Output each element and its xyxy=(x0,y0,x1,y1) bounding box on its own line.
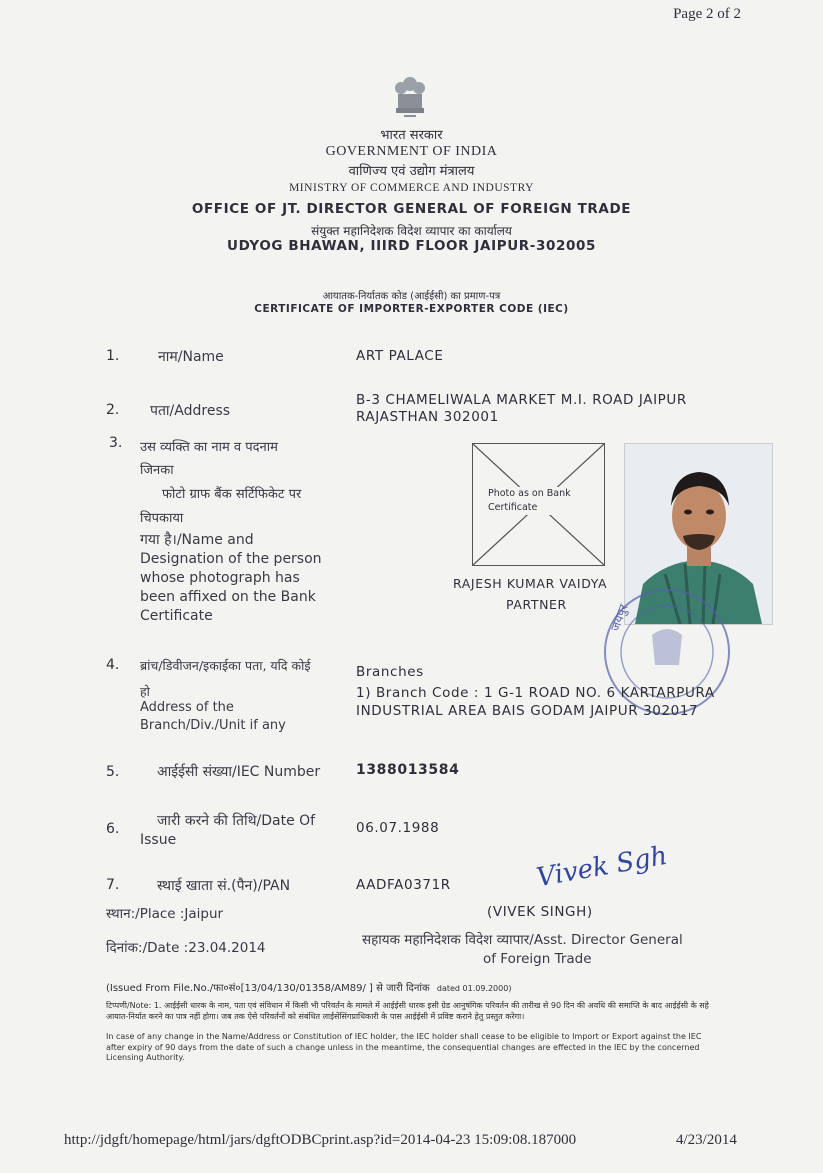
row-4-label-line2: हो xyxy=(140,684,150,699)
issued-date: dated 01.09.2000) xyxy=(436,984,512,993)
date-of-issue-value: 06.07.1988 xyxy=(356,820,440,836)
row-2-value-line1: B-3 CHAMELIWALA MARKET M.I. ROAD JAIPUR xyxy=(356,392,687,408)
ministry-english: MINISTRY OF COMMERCE AND INDUSTRY xyxy=(289,182,534,194)
signature: Vivek Sgh xyxy=(534,840,670,894)
row-6-label-line1: जारी करने की तिथि/Date Of xyxy=(157,813,316,829)
row-7-label: स्थाई खाता सं.(पैन)/PAN xyxy=(157,878,291,894)
office-address: UDYOG BHAWAN, IIIRD FLOOR JAIPUR-302005 xyxy=(227,238,596,254)
row-3-label-line3: फोटो ग्राफ बैंक सर्टिफिकेट पर xyxy=(162,487,302,502)
date: दिनांक:/Date :23.04.2014 xyxy=(106,940,266,956)
pan-value: AADFA0371R xyxy=(356,877,451,893)
note-hindi: टिप्पणी/Note: 1. आईईसी धारक के नाम, पता एवं संविधान में किसी भी परिवर्तन के मामले में आईईसी धारक इसी ग्रेड आनुषंगिक परिवर्तन की तारीख से 90 दिन की अवधि की समाप्ति के बाद आईईसी के सहे आयात-निर्यात करने का पात्र नहीं होगा। जब तक ऐसे परिवर्तनों को संबंधित लाईसेंसिंगप्राधिकारी के पास आईईसी में प्रविष्ट कराने हेतु प्रस्तुत करेगा। xyxy=(106,1001,709,1021)
certificate-title-hindi: आयातक-निर्यातक कोड (आईईसी) का प्रमाण-पत्र xyxy=(322,291,501,302)
stamp-text: जयपुर xyxy=(607,602,631,634)
row-4-value-line1: Branches xyxy=(356,664,424,680)
signatory-designation-line1: सहायक महानिदेशक विदेश व्यापार/Asst. Director General xyxy=(362,932,683,948)
row-3-label-line6: Designation of the person xyxy=(140,551,322,567)
row-6-label-line2: Issue xyxy=(140,832,177,848)
row-7-number: 7. xyxy=(106,877,120,893)
photo-placeholder-text-line1: Photo as on Bank xyxy=(488,488,571,499)
issued-from xyxy=(106,980,511,994)
row-4-value-line2: 1) Branch Code : 1 G-1 ROAD NO. 6 KARTARPURA xyxy=(356,685,715,701)
row-6-number: 6. xyxy=(106,821,120,837)
iec-number-value: 1388013584 xyxy=(356,762,460,778)
row-3-label-line8: been affixed on the Bank xyxy=(140,589,316,605)
row-3-label-line7: whose photograph has xyxy=(140,570,300,586)
gov-hindi: भारत सरकार xyxy=(380,128,443,143)
row-5-number: 5. xyxy=(106,764,120,780)
person-name: RAJESH KUMAR VAIDYA xyxy=(453,576,608,591)
row-4-number: 4. xyxy=(106,657,120,673)
row-3-label-line9: Certificate xyxy=(140,608,213,624)
gov-english: GOVERNMENT OF INDIA xyxy=(325,144,498,159)
photo-placeholder-box xyxy=(472,443,605,566)
row-4-label-line1: ब्रांच/डिवीजन/इकाईका पता, यदि कोई xyxy=(140,658,311,673)
row-1-value: ART PALACE xyxy=(356,348,444,364)
certificate-title-english: CERTIFICATE OF IMPORTER-EXPORTER CODE (IEC) xyxy=(254,303,569,315)
footer-url: http://jdgft/homepage/html/jars/dgftODBCprint.asp?id=2014-04-23 15:09:08.187000 xyxy=(64,1132,577,1148)
row-3-label-line2: जिनका xyxy=(140,463,174,478)
row-3-label-line5: गया है।/Name and xyxy=(140,532,254,548)
office-english: OFFICE OF JT. DIRECTOR GENERAL OF FOREIGN TRADE xyxy=(191,201,632,217)
signatory-name: (VIVEK SINGH) xyxy=(487,904,593,920)
row-1-label: नाम/Name xyxy=(158,349,224,365)
signatory-designation-line2: of Foreign Trade xyxy=(483,951,592,967)
row-3-number: 3. xyxy=(109,435,123,451)
row-2-number: 2. xyxy=(106,402,120,418)
footer-date: 4/23/2014 xyxy=(676,1132,737,1148)
row-2-value-line2: RAJASTHAN 302001 xyxy=(356,409,499,425)
row-5-label: आईईसी संख्या/IEC Number xyxy=(157,764,321,780)
row-4-value-line3: INDUSTRIAL AREA BAIS GODAM JAIPUR 302017 xyxy=(356,703,699,719)
row-4-label-line3: Address of the xyxy=(140,700,234,715)
ministry-hindi: वाणिज्य एवं उद्योग मंत्रालय xyxy=(348,164,475,179)
national-emblem-icon xyxy=(390,74,430,124)
row-4-label-line4: Branch/Div./Unit if any xyxy=(140,718,286,733)
person-designation: PARTNER xyxy=(506,597,567,612)
office-hindi: संयुक्त महानिदेशक विदेश व्यापार का कार्यालय xyxy=(311,224,512,238)
issued-from-text: (Issued From File.No./फा०सं०[13/04/130/01358/AM89/ ] से जारी दिनांक xyxy=(106,983,430,994)
photo-placeholder-text-line2: Certificate xyxy=(488,502,538,513)
place: स्थान:/Place :Jaipur xyxy=(106,906,224,922)
row-3-label-line1: उस व्यक्ति का नाम व पदनाम xyxy=(140,440,278,455)
page-number: Page 2 of 2 xyxy=(673,6,741,22)
row-2-label: पता/Address xyxy=(150,403,231,419)
note-english: In case of any change in the Name/Address or Constitution of IEC holder, the IEC holder shall cease to be eligible to Import or Export against the IEC after expiry of 90 days from the date of such a change unless in the meantime, the consequential changes are effected in the IEC by the concerned Licensing Authority. xyxy=(106,1032,702,1062)
row-3-label-line4: चिपकाया xyxy=(140,511,184,526)
row-1-number: 1. xyxy=(106,348,120,364)
